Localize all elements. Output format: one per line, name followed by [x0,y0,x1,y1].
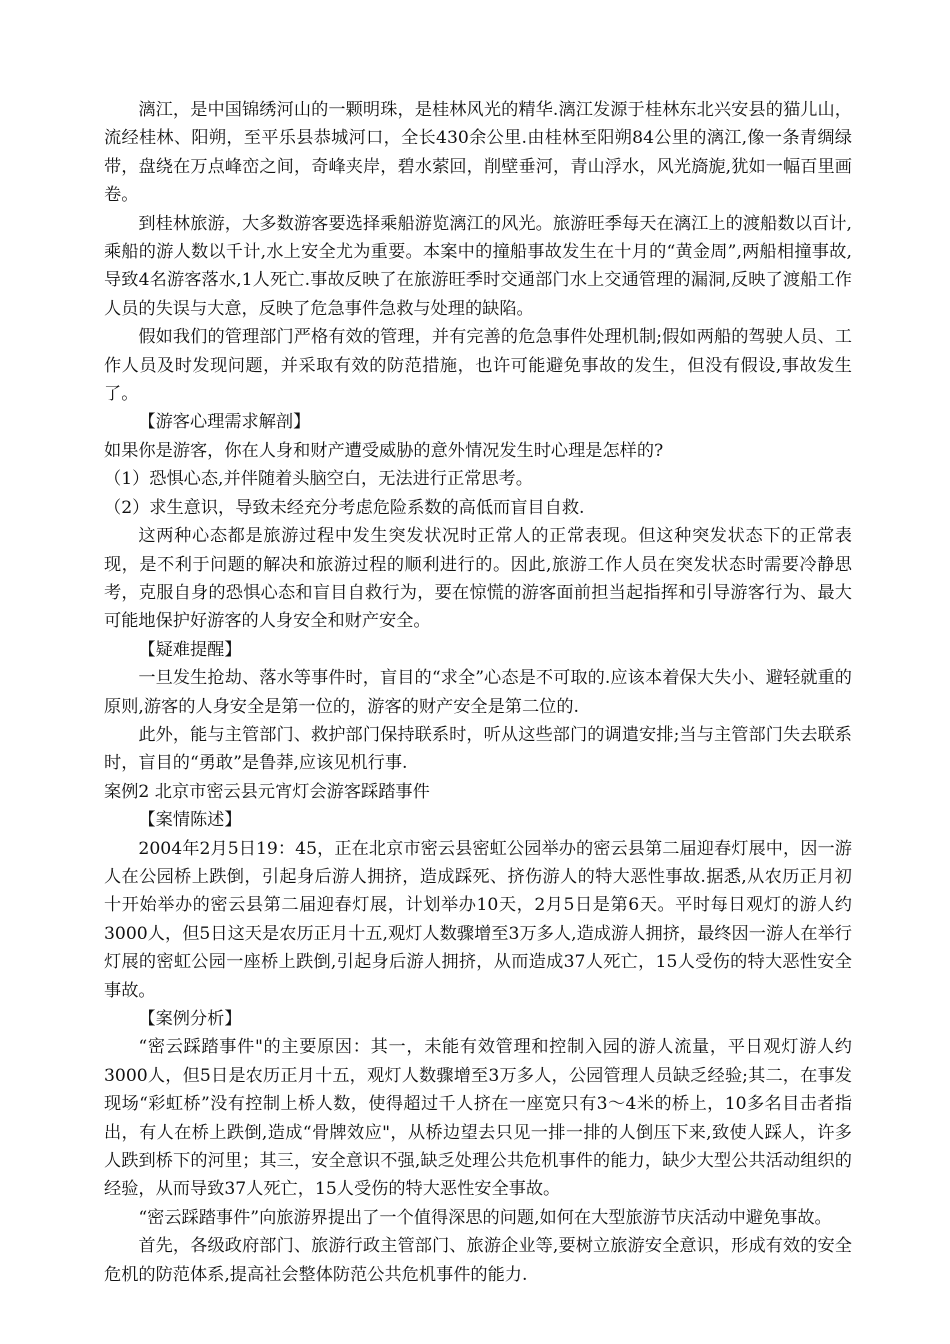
paragraph-first-measure: 首先，各级政府部门、旅游行政主管部门、旅游企业等,要树立旅游安全意识，形成有效的安全危机的防范体系,提高社会整体防范公共危机事件的能力. [104,1236,852,1285]
paragraph-normal-reaction: 这两种心态都是旅游过程中发生突发状况时正常人的正常表现。但这种突发状态下的正常表现，是不利于问题的解决和旅游过程的顺利进行的。因此,旅游工作人员在突发状态时需要冷静思考，克服自身的恐惧心态和盲目自救行为，要在惊慌的游客面前担当起指挥和引导游客行为、最大可能地保护好游客的人身安全和财产安全。 [104,526,852,632]
paragraph-hypothesis: 假如我们的管理部门严格有效的管理，并有完善的危急事件处理机制;假如两船的驾驶人员、工作人员及时发现问题，并采取有效的防范措施，也许可能避免事故的发生，但没有假设,事故发生了。 [104,327,852,405]
section-heading-reminder: 【疑难提醒】 [138,639,242,660]
section-heading-case-analysis: 【案例分析】 [138,1009,242,1029]
case-title: 案例2 北京市密云县元宵灯会游客踩踏事件 [104,781,430,802]
section-heading-psychology: 【游客心理需求解剖】 [138,412,311,433]
paragraph-question: 如果你是游客，你在人身和财产遭受威胁的意外情况发生时心理是怎样的? [104,440,664,461]
list-item-fear: （1）恐惧心态,并伴随着头脑空白，无法进行正常思考。 [104,469,533,490]
paragraph-contact-authorities: 此外，能与主管部门、救护部门保持联系时，听从这些部门的调遣安排;当与主管部门失去联系时，盲目的“勇敢”是鲁莽,应该见机行事. [104,724,852,774]
paragraph-lijiang-intro: 漓江，是中国锦绣河山的一颗明珠，是桂林风光的精华.漓江发源于桂林东北兴安县的猫儿山，流经桂林、阳朔，至平乐县恭城河口，全长430余公里.由桂林至阳朔84公里的漓江,像一条青绸绿带，盘绕在万点峰峦之间，奇峰夹岸，碧水萦回，削壁垂河，青山浮水，风光旖旎,犹如一幅百里画卷。 [104,100,852,206]
list-item-survival: （2）求生意识，导致未经充分考虑危险系数的高低而盲目自救. [104,497,585,518]
paragraph-case-analysis: “密云踩踏事件"的主要原因：其一，未能有效管理和控制入园的游人流量，平日观灯游人约3000人，但5日是农历正月十五，观灯人数骤增至3万多人，公园管理人员缺乏经验;其二，在事发现场“彩虹桥”没有控制上桥人数，使得超过千人挤在一座宽只有3～4米的桥上，10多名目击者指出，有人在桥上跌倒,造成“骨牌效应"，从桥边望去只见一排一排的人倒压下来,致使人踩人，许多人跌到桥下的河里；其三，安全意识不强,缺乏处理公共危机事件的能力，缺少大型公共活动组织的经验，从而导致37人死亡，15人受伤的特大恶性安全事故。 [104,1037,852,1200]
paragraph-case-statement: 2004年2月5日19：45，正在北京市密云县密虹公园举办的密云县第二届迎春灯展中，因一游人在公园桥上跌倒，引起身后游人拥挤，造成踩死、挤伤游人的特大恶性事故.据悉,从农历正月初十开始举办的密云县第二届迎春灯展，计划举办10天，2月5日是第6天。平时每日观灯的游人约3000人，但5日这天是农历正月十五,观灯人数骤增至3万多人,造成游人拥挤，最终因一游人在举行灯展的密虹公园一座桥上跌倒,引起身后游人拥挤，从而造成37人死亡，15人受伤的特大恶性安全事故。 [104,838,852,1001]
document-page [104,96,852,1289]
paragraph-guilin-tourism: 到桂林旅游，大多数游客要选择乘船游览漓江的风光。旅游旺季每天在漓江上的渡船数以百计,乘船的游人数以千计,水上安全尤为重要。本案中的撞船事故发生在十月的“黄金周”,两船相撞事故,导致4名游客落水,1人死亡.事故反映了在旅游旺季时交通部门水上交通管理的漏洞,反映了渡船工作人员的失误与大意，反映了危急事件急救与处理的缺陷。 [104,213,852,319]
paragraph-safety-first: 一旦发生抢劫、落水等事件时，盲目的“求全”心态是不可取的.应该本着保大失小、避轻就重的原则,游客的人身安全是第一位的，游客的财产安全是第二位的. [104,668,852,717]
section-heading-case-statement: 【案情陈述】 [138,810,242,831]
paragraph-question-raised: “密云踩踏事件”向旅游界提出了一个值得深思的问题,如何在大型旅游节庆活动中避免事故。 [138,1207,832,1228]
